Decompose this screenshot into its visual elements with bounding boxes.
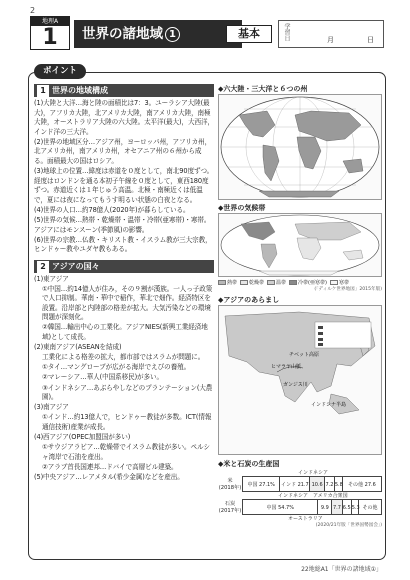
point-line: (1)大陸と大洋…海と陸の面積比は7：3。ユーラシア大陸(最大)，アフリカ大陸，北アメリカ大陸，南アメリカ大陸，南極大陸，オーストラリア大陸の六大陸。太平洋(最大)，大西洋，インド洋の三大洋。: [34, 99, 214, 136]
point-line: ②韓国…輸出中心の工業化。アジアNIES(新興工業経済地域)として成長。: [42, 323, 208, 342]
page-title: [74, 20, 242, 48]
unit-number: 1: [42, 25, 58, 50]
legend-item: 冷帯(亜寒帯): [289, 279, 327, 286]
point-line: ②アラブ首長国連邦…ドバイで高層ビル建築。: [42, 462, 178, 471]
map-label: ガンジス川: [283, 382, 308, 388]
footer-code: 22地総A1「世界の諸地域①」: [301, 566, 382, 573]
asia-map: [218, 305, 382, 455]
legend-item: 熱帯: [218, 279, 237, 286]
rice-mid-note: インドネシア アメリカ合衆国: [278, 493, 348, 499]
rice-coal-title: ◆米と石炭の生産国: [218, 460, 280, 468]
point-line: (5)世界の気候…熱帯・乾燥帯・温帯・冷帯(亜寒帯)・寒帯。アジアにはモンスーン(季節風)の影響。: [34, 216, 211, 234]
day-label: 日: [367, 36, 374, 44]
section-2-body: [34, 275, 214, 483]
point-line: (2)東南アジア(ASEANを結成): [34, 343, 122, 352]
point-line: (2)世界の地域区分…アジア州，ヨーロッパ州，アフリカ州，北アメリカ州，南アメリカ州，オセアニア州の６州から成る。面積最大の国はロシア。: [34, 137, 212, 166]
date-box[interactable]: [278, 20, 384, 48]
rice-seg: 10.6: [310, 477, 325, 491]
asia-map-svg: [219, 306, 381, 454]
point-column: [34, 84, 214, 483]
world-map-graticule: [219, 95, 381, 199]
figure-column: [218, 84, 382, 528]
point-line: ①インド…約13億人で，ヒンドゥー教徒が多数。ICT(情報通信技術)産業が成長。: [42, 413, 212, 431]
section-heading-1: [34, 84, 214, 97]
section-1-body: [34, 99, 214, 255]
map-label: ヒマラヤ山脈: [271, 364, 302, 370]
rice-seg-india: インド 21.7: [280, 477, 310, 491]
continents-map: [218, 94, 382, 200]
month-label: 月: [327, 36, 334, 44]
title-text: 世界の諸地域: [82, 26, 163, 42]
coal-seg-other: その他: [362, 505, 378, 511]
rice-source: (2020/21年版「世界国勢図会」): [315, 523, 382, 528]
coal-seg: 6.5: [343, 500, 352, 514]
rice-seg-china: 中国 27.1%: [243, 477, 280, 491]
unit-label: 地理A: [31, 17, 69, 26]
unit-box: [30, 16, 70, 50]
point-line: 工業化による格差の拡大，都市部ではスラムが問題に。: [42, 353, 205, 362]
rice-bar: [242, 476, 382, 492]
coal-seg-china: 中国 54.7%: [243, 500, 318, 514]
point-line: (4)世界の人口…約78億人(2020年)が暮らしている。: [34, 206, 190, 215]
point-line: (3)地球上の位置…緯度は赤道を０度として，南北90度ずつ。経度はロンドンを通る本初子午線を０度として，東西180度ずつ。赤道近くは１年じゅう高温。北極・南極近くは低温で，夏には夜になってもうす明るい状態の白夜となる。: [34, 167, 214, 204]
asia-map-legend: [315, 322, 371, 348]
coal-seg: 7.7: [332, 500, 343, 514]
map-climate-title: ◆世界の気候帯: [218, 204, 266, 212]
map-label: チベット高原: [289, 352, 320, 358]
page-number: 2: [30, 6, 36, 15]
climate-legend: [218, 279, 382, 286]
climate-map: [218, 213, 382, 277]
legend-item: 乾燥帯: [240, 279, 264, 286]
map-label: インドシナ半島: [311, 402, 347, 408]
point-line: (6)世界の宗教…仏教・キリスト教・イスラム教が三大宗教，ヒンドゥー教やユダヤ教もある。: [34, 235, 212, 254]
legend-item: 温帯: [267, 279, 286, 286]
climate-map-svg: [219, 214, 381, 276]
rice-seg: 5.8: [335, 477, 343, 491]
point-line: ③インドネシア…あぶらやしなどのプランテーション(大農園)。: [42, 383, 213, 402]
point-line: ①タイ…マングローブが広がる海岸でえびの養殖。: [42, 363, 191, 372]
date-label: 学習日: [283, 23, 290, 41]
level-badge: 基本: [226, 25, 272, 43]
rice-seg-other: その他 27.6: [348, 482, 376, 488]
point-line: (5)中央アジア…レアメタル(希少金属)などを産出。: [34, 472, 184, 481]
rice-top-note: インドネシア: [298, 470, 328, 476]
coal-seg: 5.3: [352, 500, 359, 514]
section-number: 2: [37, 261, 49, 273]
antarctica-shape: [259, 191, 339, 197]
point-line: ②マレーシア…華人(中国系移民)が多い。: [42, 373, 164, 382]
point-line: (4)西アジア(OPEC加盟国が多い): [34, 433, 131, 441]
point-line: (3)南アジア: [34, 403, 69, 412]
map-asia-title: ◆アジアのあらまし: [218, 296, 280, 304]
rice-bottom-note: オーストラリア: [288, 516, 323, 522]
section-title: 世界の地域構成: [52, 86, 108, 95]
point-line: ①サウジアラビア…乾燥帯でイスラム教徒が多い。ペルシャ湾岸で石油を産出。: [42, 443, 210, 461]
point-line: ①中国…約14億人が住み，その９割が漢族。一人っ子政策で人口抑制。華南・華中で稲作，華北で畑作。経済特区を設置。沿岸部と内陸部の格差が拡大。大気汚染などの環境問題が深刻化。: [42, 284, 213, 322]
point-line: (1)東アジア: [34, 274, 69, 283]
section-heading-2: [34, 260, 214, 273]
climate-source: (「ディルケ世界地図」2015年版): [314, 287, 382, 292]
section-title: アジアの国々: [52, 261, 100, 271]
title-circled-number: 1: [165, 27, 180, 42]
section-number: 1: [37, 85, 49, 97]
coal-bar: [242, 499, 382, 515]
coal-chart: [218, 499, 382, 515]
coal-row-label: 石炭 (2017年): [218, 501, 242, 514]
map-continents-title: ◆六大陸・三大洋と６つの州: [218, 85, 308, 93]
rice-row-label: 米 (2018年): [218, 478, 242, 491]
point-badge: ポイント: [34, 64, 86, 79]
rice-seg: 7.2: [325, 477, 335, 491]
coal-seg-india: 9.9: [318, 500, 332, 514]
legend-item: 寒帯: [330, 279, 349, 286]
rice-chart: [218, 476, 382, 492]
